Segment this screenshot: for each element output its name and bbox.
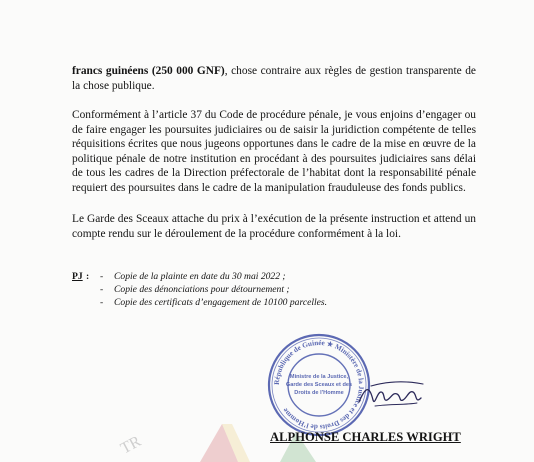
attachments-list	[72, 270, 492, 309]
signatory-name: ALPHONSE CHARLES WRIGHT	[270, 430, 461, 444]
paragraph-injunction: Conformément à l’article 37 du Code de procédure pénale, je vous enjoins d’engager ou de faire engager les poursuites judiciaires ou de saisir la juridiction compétente de telles réquisitions écrites que nous jugeons opportunes dans le cadre de la mise en œuvre de la politique pénale de notre institution en procédant à des poursuites judiciaires sans délai de tous les cadres de la Direction préfectorale de l’habitat dont la responsabilité pénale requiert des poursuites dans le cadre de la manipulation frauduleuse des fonds publics.	[72, 109, 476, 194]
attachments-label: PJ	[72, 271, 83, 282]
attachment-text: Copie des dénonciations pour détournement ;	[114, 284, 290, 295]
seal-center-line: Droits de l’Homme	[294, 390, 344, 396]
attachment-item	[72, 296, 492, 309]
bullet-dash: -	[100, 297, 104, 308]
bullet-dash: -	[100, 271, 104, 282]
attachment-text: Copie de la plainte en date du 30 mai 2022 ;	[114, 271, 286, 282]
attachment-text: Copie des certificats d’engagement de 10100 parcelles.	[114, 297, 328, 308]
attachment-item	[72, 283, 492, 296]
seal-ring-text: République de Guinée ★ Ministère de la Justice et des Droits de l’Homme	[272, 338, 366, 432]
paragraph-amount	[72, 64, 476, 93]
bullet-dash: -	[100, 284, 104, 295]
amount-bold-text: francs guinéens (250 000 GNF)	[72, 65, 225, 77]
attachment-item	[72, 270, 492, 283]
paragraph-closing: Le Garde des Sceaux attache du prix à l’exécution de la présente instruction et attend un compte rendu sur le déroulement de la procédure conformément à la loi.	[72, 213, 476, 240]
amount-rest-text: , chose contraire aux règles de gestion transparente de la chose publique.	[72, 65, 476, 92]
seal-center-line: Ministre de la Justice,	[289, 374, 349, 380]
svg-text:TR: TR	[117, 432, 144, 458]
seal-center-line: Garde des Sceaux et des	[285, 382, 353, 388]
attachments-colon: :	[86, 271, 90, 282]
handwritten-signature	[355, 378, 427, 410]
